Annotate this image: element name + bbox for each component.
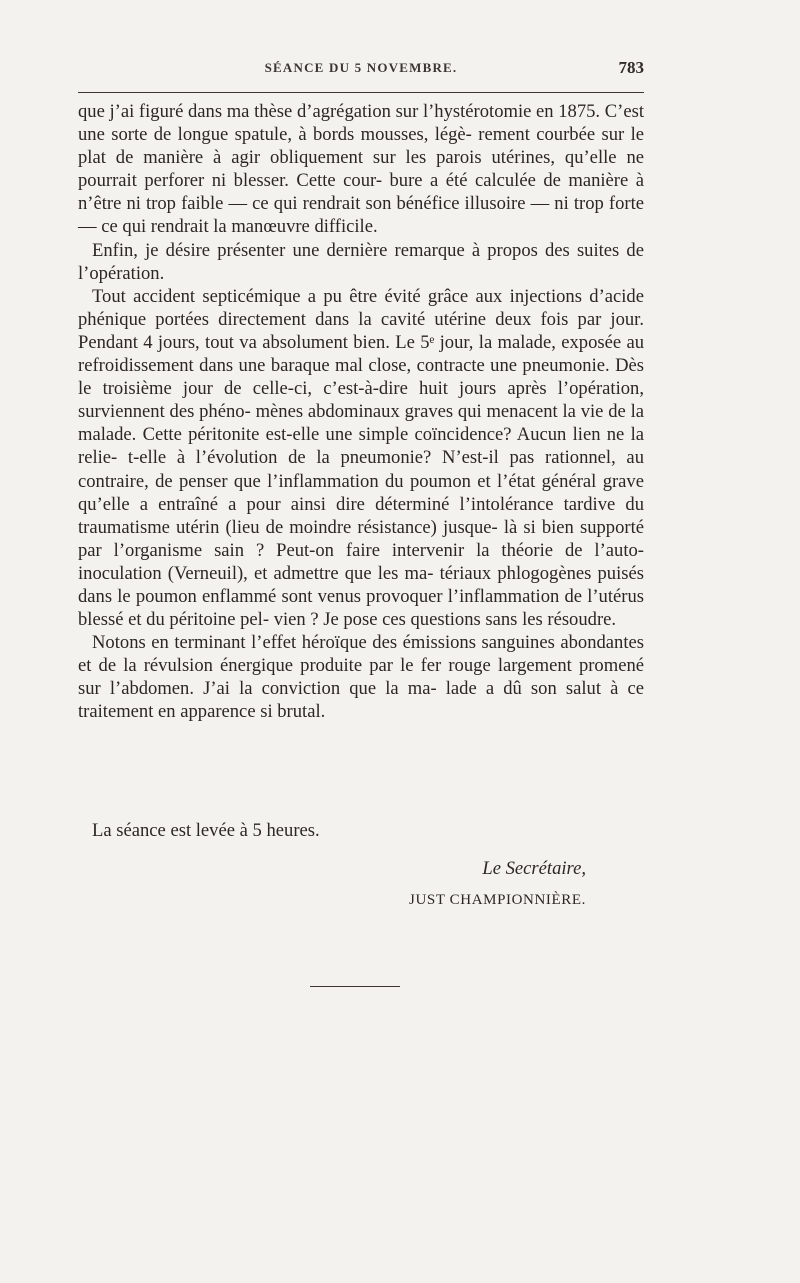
signature-role: Le Secrétaire, xyxy=(482,858,586,879)
running-title: SÉANCE DU 5 NOVEMBRE. xyxy=(264,60,458,75)
header-rule xyxy=(78,92,644,93)
paragraph: Tout accident septicémique a pu être évité grâce aux injections d’acide phénique portées directement dans la cavité utérine deux fois par jour. Pendant 4 jours, tout va absolument bien. Le 5ᵉ jour, la malade, exposée au refroidissement dans une baraque mal close, contracte une pneumonie. Dès le troisième jour de celle-ci, c’est-à-dire huit jours après l’opération, surviennent des phéno- mènes abdominaux graves qui menacent la vie de la malade. Cette péritonite est-elle une simple coïncidence? Aucun lien ne la relie- t-elle à l’évolution de la pneumonie? N’est-il pas rationnel, au contraire, de penser que l’inflammation du poumon et l’état général grave qu’elle a entraîné a pour ainsi dire déterminé l’intolérance tardive du traumatisme utérin (lieu de moindre résistance) jusque- là si bien supporté par l’organisme sain ? Peut-on faire intervenir la théorie de l’auto-inoculation (Verneuil), et admettre que les ma- tériaux phlogogènes puisés dans le poumon enflammé sont venus provoquer l’inflammation de l’utérus blessé et du péritoine pel- vien ? Je pose ces questions sans les résoudre. xyxy=(78,285,644,631)
paragraph: Enfin, je désire présenter une dernière remarque à propos des suites de l’opération. xyxy=(78,239,644,284)
body-text xyxy=(78,100,644,724)
seance-closing-line: La séance est levée à 5 heures. xyxy=(92,820,320,841)
running-head xyxy=(78,60,644,84)
signature-name: JUST CHAMPIONNIÈRE. xyxy=(409,892,586,908)
paragraph: que j’ai figuré dans ma thèse d’agrégation sur l’hystérotomie en 1875. C’est une sorte de longue spatule, à bords mousses, légè- rement courbée sur le plat de manière à agir obliquement sur les parois utérines, qu’elle ne pourrait perforer ni blesser. Cette cour- bure a été calculée de manière à n’être ni trop faible — ce qui rendrait son bénéfice illusoire — ni trop forte — ce qui rendrait la manœuvre difficile. xyxy=(78,101,644,238)
end-rule xyxy=(310,986,400,987)
paragraph: Notons en terminant l’effet héroïque des émissions sanguines abondantes et de la révulsion énergique produite par le fer rouge largement promené sur l’abdomen. J’ai la conviction que la ma- lade a dû son salut à ce traitement en apparence si brutal. xyxy=(78,632,644,723)
page-number: 783 xyxy=(618,58,644,77)
